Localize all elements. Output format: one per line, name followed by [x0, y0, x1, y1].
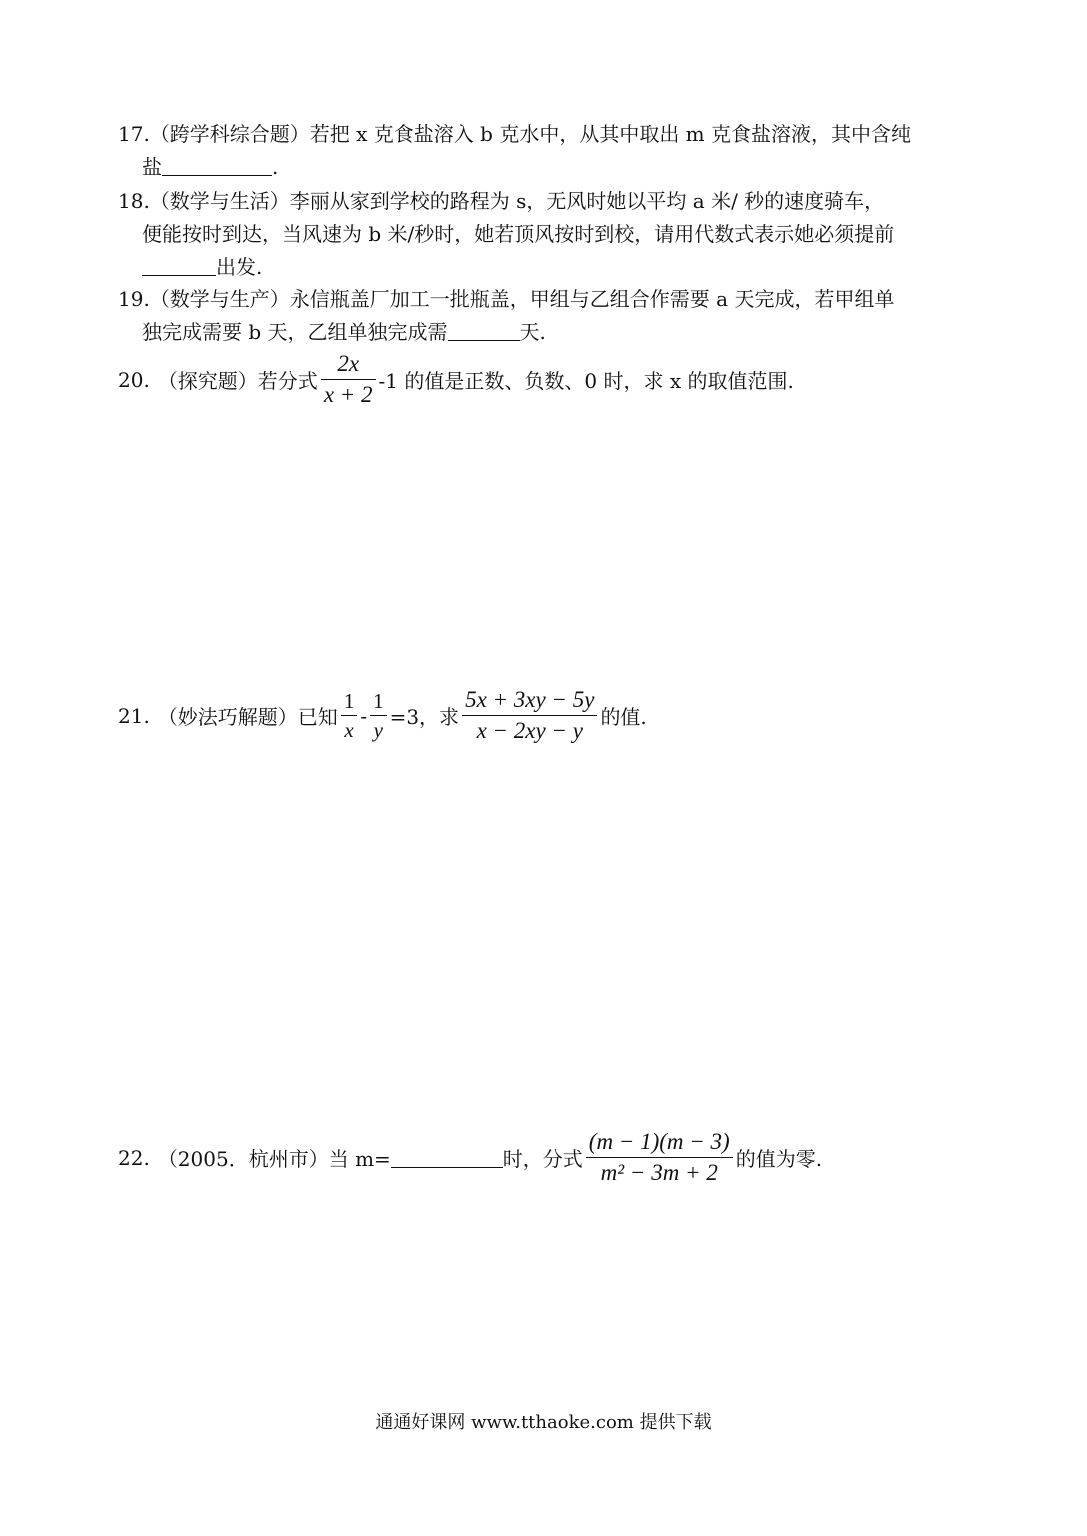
question-19: [118, 283, 978, 349]
question-18: [118, 185, 978, 284]
question-22: 22. （2005．杭州市）当 m= 时，分式 $\frac{(m - 1)(m - 3)}{\text{m² − 3m + 2}}$ 的值为零.: [118, 1127, 822, 1188]
q18-line2: 便能按时到达，当风速为 b 米/秒时，她若顶风按时到校，请用代数式表示她必须提前: [142, 222, 895, 246]
q21-target-fraction: $\frac{5x + 3xy - 5y}{x - 2xy - y}$: [462, 685, 597, 746]
q17-line1: 17.（跨学科综合题）若把 x 克食盐溶入 b 克水中，从其中取出 m 克食盐溶液，其中含纯: [118, 122, 912, 146]
q22-fraction: $\frac{(m - 1)(m - 3)}{\text{m² − 3m + 2}}$: [586, 1127, 733, 1188]
q19-answer-blank[interactable]: [448, 320, 520, 341]
q20-fraction-denominator: x + 2: [321, 379, 376, 410]
q22-answer-blank[interactable]: [391, 1147, 503, 1168]
q18-line3: 出发.: [118, 251, 978, 284]
q17-answer-blank[interactable]: [162, 155, 272, 176]
q21-number: 21.: [118, 703, 150, 728]
q20-fraction-numerator: 2x: [337, 351, 360, 376]
q21-fraction-1-over-x: $\frac{1}{x}$: [341, 687, 358, 744]
q19-line1: 19.（数学与生产）永信瓶盖厂加工一批瓶盖，甲组与乙组合作需要 a 天完成，若甲组单: [118, 287, 895, 311]
q19-number: 19.: [118, 287, 150, 311]
q22-number: 22.: [118, 1145, 150, 1170]
q18-line1: 18.（数学与生活）李丽从家到学校的路程为 s，无风时她以平均 a 米/ 秒的速度骑车，: [118, 189, 885, 213]
question-17: [118, 118, 978, 184]
question-21: 21. （妙法巧解题）已知 $\frac{1}{x}$ - $\frac{1}{y}$ =3，求 $\frac{5x + 3xy - 5y}{x - 2xy - y}$ 的值.: [118, 685, 647, 746]
q21-fraction-1-over-y: $\frac{1}{y}$: [370, 687, 387, 744]
q20-number: 20.: [118, 367, 150, 392]
question-20: 20. （探究题）若分式 $\frac{2x}{x + 2}$ -1 的值是正数、负数、0 时，求 x 的取值范围.: [118, 349, 794, 410]
q17-line2: 盐 .: [142, 155, 279, 179]
q17-number: 17.: [118, 122, 150, 146]
q20-fraction: [321, 349, 376, 410]
page-footer: 通通好课网 www.tthaoke.com 提供下载: [375, 1412, 712, 1433]
q18-number: 18.: [118, 189, 150, 213]
q18-answer-blank[interactable]: [142, 255, 216, 276]
q19-line2: 独完成需要 b 天，乙组单独完成需 天.: [142, 320, 546, 344]
